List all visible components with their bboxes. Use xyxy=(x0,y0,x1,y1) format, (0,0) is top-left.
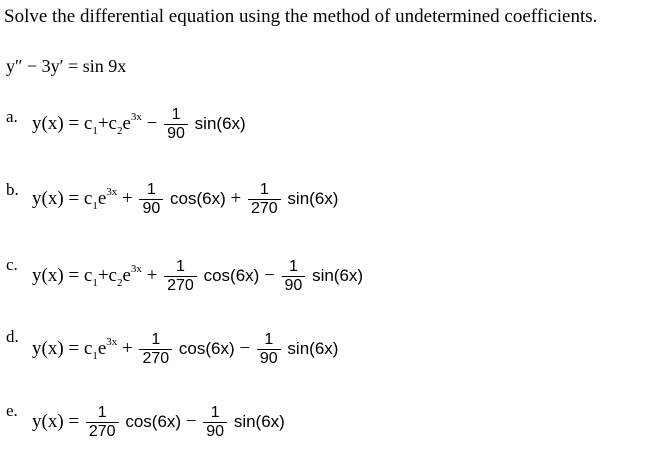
denominator: 270 xyxy=(164,276,197,295)
option-b-expression[interactable] xyxy=(32,181,338,218)
exp-base: e xyxy=(97,337,107,359)
fraction xyxy=(164,106,188,143)
exp-base: e xyxy=(122,112,131,134)
question-prompt: Solve the differential equation using the method of undetermined coefficients. xyxy=(4,6,598,27)
numerator: 1 xyxy=(97,404,107,421)
denominator: 90 xyxy=(282,276,306,295)
term: +c xyxy=(97,112,117,134)
subscript: 2 xyxy=(116,124,123,137)
fraction xyxy=(86,404,119,441)
term: +c xyxy=(97,264,117,286)
differential-equation: y″ − 3y′ = sin 9x xyxy=(6,56,127,76)
exponent: 3x xyxy=(130,262,142,275)
option-c-letter: c. xyxy=(6,255,18,274)
trig-term: sin(6x) xyxy=(312,265,364,285)
trig-term: cos(6x) xyxy=(203,265,260,285)
subscript: 2 xyxy=(116,276,123,289)
fraction xyxy=(257,331,281,368)
numerator: 1 xyxy=(288,258,298,275)
numerator: 1 xyxy=(151,331,161,348)
operator: + xyxy=(122,337,133,359)
lhs: y(x) = c xyxy=(32,264,93,286)
denominator: 270 xyxy=(248,199,281,218)
option-a-letter: a. xyxy=(6,107,18,126)
denominator: 90 xyxy=(139,199,163,218)
lhs: y(x) = xyxy=(32,410,80,432)
lhs: y(x) = c xyxy=(32,337,93,359)
fraction xyxy=(282,258,306,295)
subscript: 1 xyxy=(92,124,98,137)
subscript: 1 xyxy=(92,199,98,212)
trig-term: cos(6x) xyxy=(170,188,226,208)
operator: + xyxy=(122,187,133,209)
numerator: 1 xyxy=(176,258,185,275)
option-e-letter: e. xyxy=(6,401,18,420)
operator: − xyxy=(146,112,158,134)
operator: + xyxy=(146,264,158,286)
denominator: 270 xyxy=(139,349,172,368)
fraction xyxy=(203,404,227,441)
trig-term: cos(6x) xyxy=(178,338,235,358)
trig-term: sin(6x) xyxy=(194,113,246,133)
numerator: 1 xyxy=(146,181,156,198)
trig-term: sin(6x) xyxy=(287,188,339,208)
trig-term: cos(6x) xyxy=(125,411,182,431)
exp-base: e xyxy=(122,264,131,286)
fraction xyxy=(139,181,163,218)
exponent: 3x xyxy=(106,185,118,198)
fraction xyxy=(139,331,172,368)
exp-base: e xyxy=(97,187,107,209)
operator: − xyxy=(264,264,275,286)
subscript: 1 xyxy=(92,349,98,362)
numerator: 1 xyxy=(210,404,220,421)
subscript: 1 xyxy=(92,276,98,289)
operator: − xyxy=(185,410,197,432)
option-b-letter: b. xyxy=(6,180,19,199)
option-d-letter: d. xyxy=(6,327,19,346)
denominator: 90 xyxy=(257,349,281,368)
exponent: 3x xyxy=(106,335,118,348)
trig-term: sin(6x) xyxy=(233,411,285,431)
option-d-expression[interactable] xyxy=(32,331,338,368)
option-c-expression[interactable] xyxy=(32,258,363,295)
denominator: 270 xyxy=(86,422,119,441)
exponent: 3x xyxy=(130,110,142,123)
operator: − xyxy=(239,337,251,359)
lhs: y(x) = c xyxy=(32,187,93,209)
numerator: 1 xyxy=(259,181,269,198)
fraction xyxy=(248,181,281,218)
numerator: 1 xyxy=(171,106,181,123)
fraction xyxy=(164,258,197,295)
option-a-expression[interactable] xyxy=(32,106,246,143)
option-e-expression[interactable] xyxy=(32,404,285,441)
denominator: 90 xyxy=(164,124,188,143)
trig-term: sin(6x) xyxy=(287,338,339,358)
denominator: 90 xyxy=(203,422,227,441)
operator: + xyxy=(230,187,242,209)
lhs: y(x) = c xyxy=(32,112,93,134)
numerator: 1 xyxy=(264,331,274,348)
